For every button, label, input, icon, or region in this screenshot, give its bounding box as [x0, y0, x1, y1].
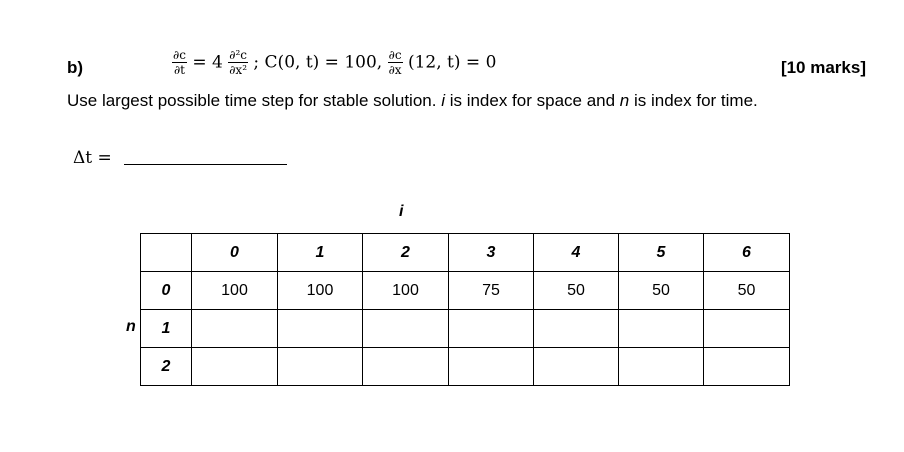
table-cell[interactable]	[534, 348, 619, 386]
fraction-numerator: ∂²c	[229, 48, 247, 62]
table-cell[interactable]	[704, 348, 790, 386]
table-cell[interactable]	[363, 348, 449, 386]
solution-grid	[140, 233, 790, 386]
column-header: 6	[704, 234, 790, 272]
instruction-n: n	[619, 91, 630, 110]
boundary-condition-2: (12, t) = 0	[407, 52, 497, 73]
table-cell[interactable]	[449, 310, 534, 348]
dc-dx-fraction	[388, 48, 403, 77]
fraction-numerator: ∂c	[173, 48, 186, 62]
fraction-denominator: ∂x	[388, 63, 402, 77]
table-cell: 50	[704, 272, 790, 310]
instruction-mid: is index for space and	[444, 91, 620, 110]
table-cell[interactable]	[278, 310, 363, 348]
row-header: 2	[141, 348, 192, 386]
equals-coefficient: = 4	[192, 52, 223, 73]
table-cell[interactable]	[534, 310, 619, 348]
instruction-text	[67, 91, 758, 111]
table-cell[interactable]	[449, 348, 534, 386]
marks-label: [10 marks]	[780, 58, 866, 77]
header-row	[141, 234, 790, 272]
column-header: 0	[192, 234, 278, 272]
table-cell[interactable]	[363, 310, 449, 348]
table-cell: 50	[534, 272, 619, 310]
table-cell[interactable]	[619, 310, 704, 348]
dc-dt-fraction	[172, 48, 187, 77]
table-cell[interactable]	[278, 348, 363, 386]
column-header: 1	[278, 234, 363, 272]
d2c-dx2-fraction	[228, 48, 248, 77]
column-header: 3	[449, 234, 534, 272]
instruction-i: i	[441, 91, 445, 110]
table-row	[141, 272, 790, 310]
fraction-denominator: ∂t	[173, 63, 185, 77]
table-cell: 50	[619, 272, 704, 310]
table-cell: 100	[192, 272, 278, 310]
fraction-numerator: ∂c	[388, 48, 402, 62]
row-header: 1	[141, 310, 192, 348]
part-label: b)	[67, 58, 84, 77]
instruction-suffix: is index for time.	[629, 91, 758, 110]
corner-cell	[141, 234, 192, 272]
delta-t-label: Δt =	[73, 148, 112, 168]
table-cell: 100	[363, 272, 449, 310]
time-index-label: n	[126, 318, 136, 335]
table-cell: 100	[278, 272, 363, 310]
space-index-label: i	[399, 203, 404, 220]
column-header: 5	[619, 234, 704, 272]
delta-t-answer-blank[interactable]	[124, 164, 287, 165]
table-cell[interactable]	[619, 348, 704, 386]
pde-equation	[172, 48, 496, 88]
fraction-denominator: ∂x²	[229, 63, 248, 77]
table-row	[141, 310, 790, 348]
column-header: 4	[534, 234, 619, 272]
instruction-prefix: Use largest possible time step for stable solution.	[67, 91, 442, 110]
table-row	[141, 348, 790, 386]
boundary-condition-1: ; C(0, t) = 100,	[253, 52, 383, 73]
table-cell[interactable]	[192, 348, 278, 386]
table-cell[interactable]	[704, 310, 790, 348]
column-header: 2	[363, 234, 449, 272]
table-cell: 75	[449, 272, 534, 310]
table-cell[interactable]	[192, 310, 278, 348]
row-header: 0	[141, 272, 192, 310]
